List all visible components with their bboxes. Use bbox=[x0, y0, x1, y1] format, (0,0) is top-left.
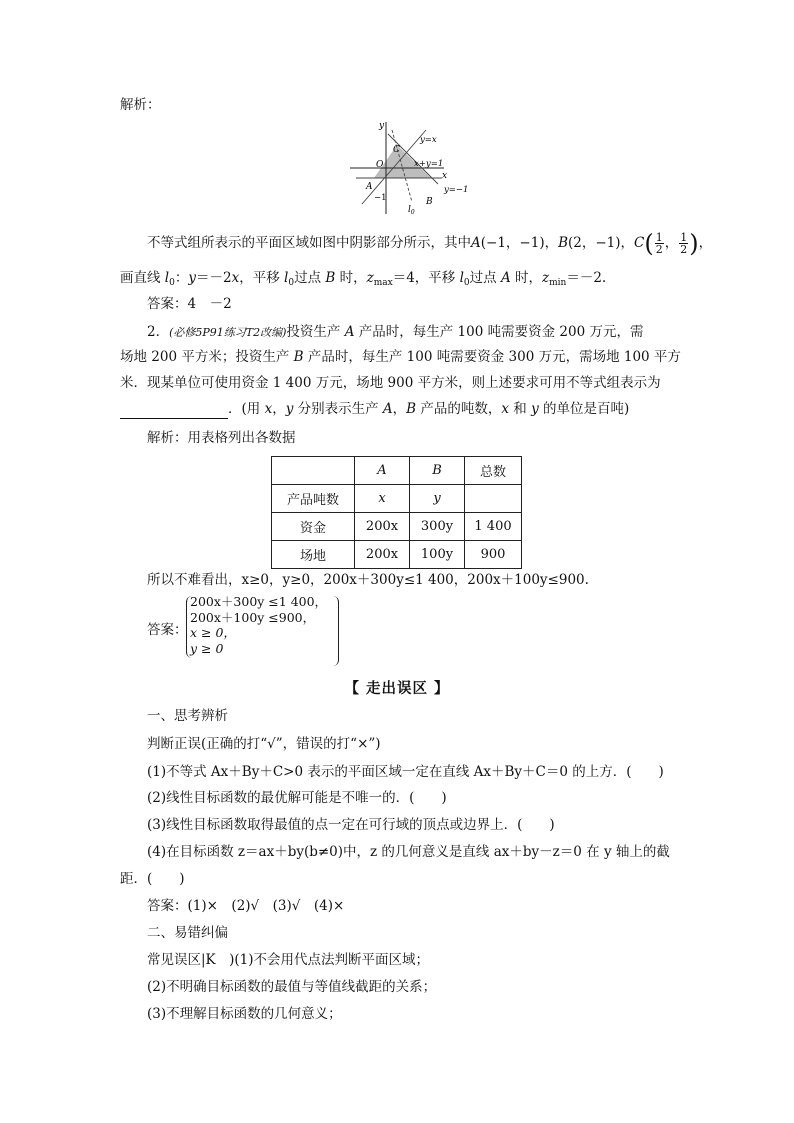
judgment-intro: 判断正误(正确的打“√”，错误的打“×”) bbox=[147, 736, 381, 752]
inequality-system bbox=[190, 594, 327, 656]
table-row bbox=[272, 541, 522, 569]
inequality-4: y ≥ 0 bbox=[190, 640, 224, 656]
data-table bbox=[271, 456, 522, 569]
table-cell: 1 400 bbox=[465, 513, 522, 541]
answer-3: 答案：(1)× (2)√ (3)√ (4)× bbox=[147, 898, 345, 914]
error-item-2: (2)不明确目标函数的最值与等值线截距的关系； bbox=[147, 979, 437, 995]
table-cell: 900 bbox=[465, 541, 522, 569]
fraction-half-1: $\frac{1}{2}$ bbox=[655, 231, 663, 256]
judgment-item-4: (4)在目标函数 z＝ax＋by(b≠0)中，z 的几何意义是直线 ax＋by－z＝0 在 y 轴上的截 bbox=[147, 844, 670, 860]
origin-label: O bbox=[376, 160, 384, 170]
judgment-item-4-cont: 距．( ) bbox=[120, 871, 185, 887]
analysis-label-2: 解析：用表格列出各数据 bbox=[147, 430, 296, 446]
table-cell bbox=[465, 485, 522, 513]
table-cell: 200x bbox=[355, 513, 410, 541]
judgment-item-2: (2)线性目标函数的最优解可能是不唯一的．( ) bbox=[147, 790, 447, 806]
table-cell: 资金 bbox=[272, 513, 355, 541]
error-item-1: 常见误区|K )(1)不会用代点法判断平面区域； bbox=[147, 952, 430, 968]
l0-label: $l_0$ bbox=[408, 205, 415, 216]
question-2-line-4: ．(用 x，y 分别表示生产 A，B 产品的吨数，x 和 y 的单位是百吨) bbox=[120, 399, 629, 419]
table-cell: 200x bbox=[355, 541, 410, 569]
table-cell: B bbox=[410, 457, 465, 485]
answer-blank[interactable] bbox=[120, 404, 228, 419]
table-cell: 场地 bbox=[272, 541, 355, 569]
subsection-2: 二、易错纠偏 bbox=[147, 925, 228, 941]
line-xy1-label: x+y=1 bbox=[414, 159, 444, 169]
paragraph-translate: 画直线 $l_0$：y＝－2x，平移 $l_0$过点 B 时，$z_{max}=4$，平移 $l_0$过点 A 时，$z_{min}=-2$. bbox=[120, 270, 607, 288]
error-item-3: (3)不理解目标函数的几何意义； bbox=[147, 1006, 342, 1022]
judgment-item-3: (3)线性目标函数取得最值的点一定在可行域的顶点或边界上．( ) bbox=[147, 817, 555, 833]
point-c-label: C bbox=[393, 145, 400, 155]
question-2-line-2: 场地 200 平方米；投资生产 B 产品时，每生产 100 吨需要资金 300 万元，需场地 100 平方 bbox=[120, 349, 681, 365]
answer-2-label: 答案： bbox=[147, 622, 188, 638]
line-ym1-label: y=−1 bbox=[444, 185, 469, 195]
table-row bbox=[272, 485, 522, 513]
inequality-1: 200x＋300y ≤1 400， bbox=[190, 594, 328, 609]
paragraph-region: 不等式组所表示的平面区域如图中阴影部分所示，其中A(−1，−1)，B(2，−1)，C( $\frac{1}{2}$ ， $\frac{1}{2}$ )， bbox=[147, 229, 713, 258]
y-axis-label: y bbox=[379, 121, 385, 131]
table-cell: A bbox=[355, 457, 410, 485]
table-cell: 300y bbox=[410, 513, 465, 541]
table-cell: 总数 bbox=[465, 457, 522, 485]
inequality-3: x ≥ 0， bbox=[190, 625, 236, 640]
table-cell: 产品吨数 bbox=[272, 485, 355, 513]
line-yx-label: y=x bbox=[420, 135, 437, 145]
section-title: 【 走出误区 】 bbox=[344, 680, 450, 697]
tick-minus-1: −1 bbox=[374, 193, 387, 203]
right-bracket bbox=[333, 596, 339, 666]
subsection-1: 一、思考辨析 bbox=[147, 708, 228, 724]
table-cell: x bbox=[355, 485, 410, 513]
analysis-label-1: 解析： bbox=[120, 97, 161, 113]
judgment-item-1: (1)不等式 Ax＋By＋C>0 表示的平面区域一定在直线 Ax＋By＋C＝0 的上方．( ) bbox=[147, 764, 664, 780]
x-axis-label: x bbox=[442, 171, 448, 181]
answer-1: 答案：4 －2 bbox=[147, 296, 232, 312]
point-a-label: A bbox=[366, 182, 373, 192]
point-b-label: B bbox=[426, 197, 433, 207]
conclusion-line: 所以不难看出，x≥0，y≥0，200x＋300y≤1 400，200x＋100y≤900. bbox=[147, 572, 589, 588]
table-row bbox=[272, 513, 522, 541]
feasible-region-graph bbox=[348, 118, 488, 218]
table-cell: y bbox=[410, 485, 465, 513]
inequality-2: 200x＋100y ≤900， bbox=[190, 609, 316, 625]
question-2-line-3: 米．现某单位可使用资金 1 400 万元，场地 900 平方米，则上述要求可用不等式组表示为 bbox=[120, 375, 661, 391]
table-header-row bbox=[272, 457, 522, 485]
question-2-line-1: 2．(必修5P91练习T2改编)投资生产 A 产品时，每生产 100 吨需要资金 200 万元，需 bbox=[147, 324, 644, 340]
fraction-half-2: $\frac{1}{2}$ bbox=[680, 231, 688, 256]
table-cell bbox=[272, 457, 355, 485]
table-cell: 100y bbox=[410, 541, 465, 569]
